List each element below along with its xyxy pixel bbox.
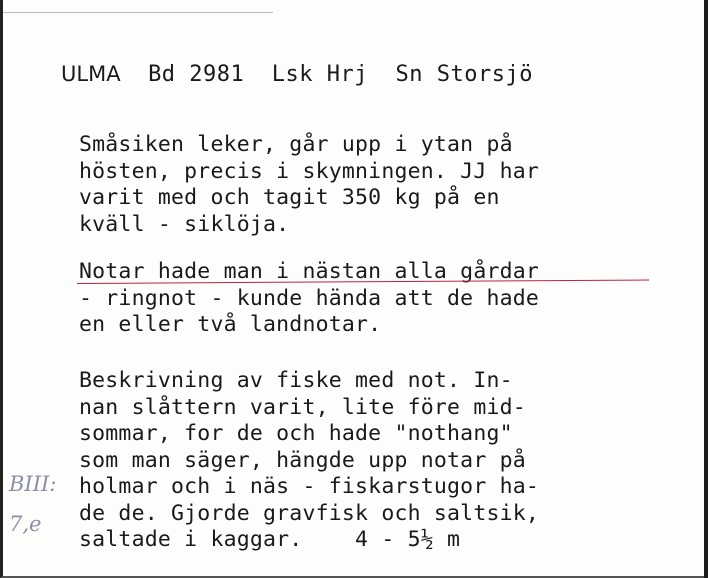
reference-number: Bd 2981 <box>148 62 245 87</box>
text-line: holmar och i näs - fiskarstugor ha- <box>79 474 540 499</box>
text-line: Beskrivning av fiske med not. In- <box>79 368 513 393</box>
text-line: varit med och tagit 350 kg på en <box>79 185 500 210</box>
text-line: - ringnot - kunde hända att de hade <box>79 285 540 311</box>
top-rule <box>3 12 273 13</box>
text-line: de de. Gjorde gravfisk och saltsik, <box>79 500 540 526</box>
paragraph-2 <box>79 259 539 339</box>
text-line: Notar hade man i nästan alla gårdar <box>79 259 540 284</box>
margin-note-index: 7,e <box>9 512 42 536</box>
card-right-edge <box>704 0 708 578</box>
archive-code: ULMA <box>61 62 121 86</box>
paragraph-1 <box>79 132 539 238</box>
card-header <box>61 62 533 87</box>
text-line: nan slåttern varit, lite före mid- <box>79 394 526 420</box>
text-line: Småsiken leker, går upp i ytan på <box>79 132 513 157</box>
text-line: sommar, for de och hade "nothang" <box>79 421 513 446</box>
text-line: saltade i kaggar. 4 - 5½ m <box>79 527 461 552</box>
text-line: en eller två landnotar. <box>79 312 382 337</box>
parish-name: Sn Storsjö <box>395 62 533 87</box>
district-code: Lsk Hrj <box>271 62 368 87</box>
text-line: som man säger, hängde upp notar på <box>79 447 526 473</box>
text-line: hösten, precis i skymningen. JJ har <box>79 158 540 184</box>
paragraph-3 <box>79 368 539 554</box>
margin-note-classification: BIII: <box>9 472 57 496</box>
text-line: kväll - siklöja. <box>79 211 290 237</box>
